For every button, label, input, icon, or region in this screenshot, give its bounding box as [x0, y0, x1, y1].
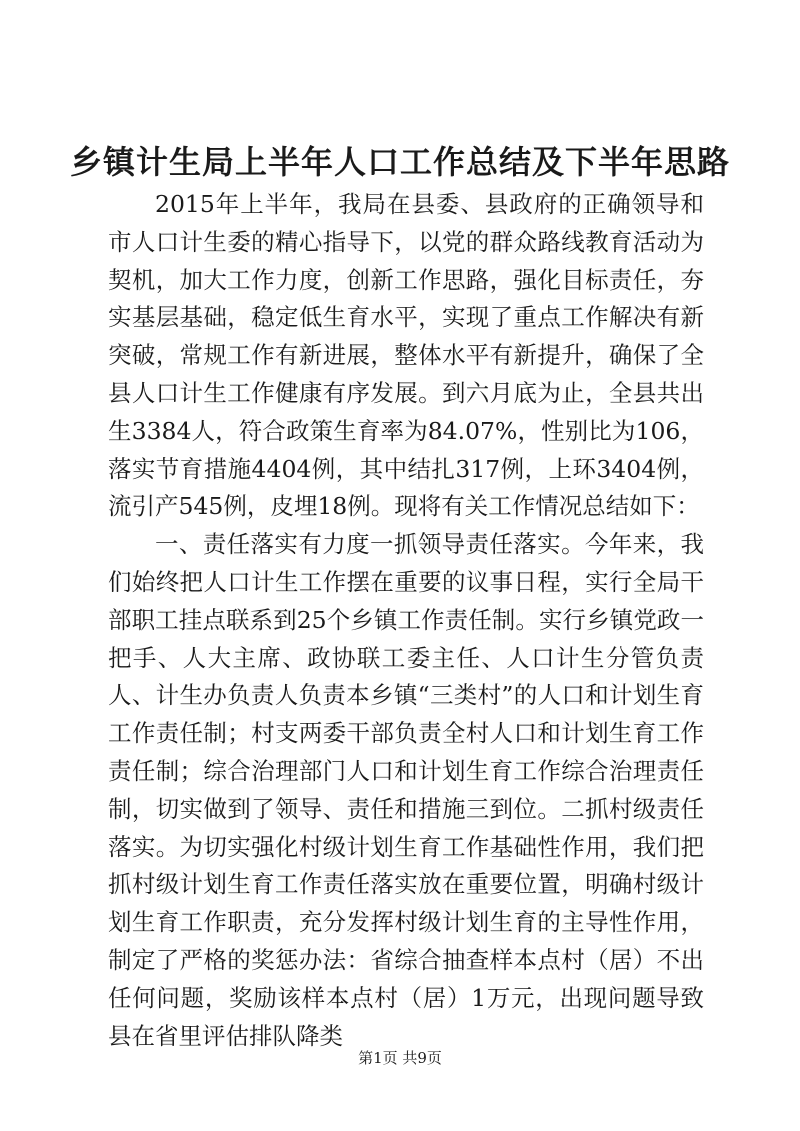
document-body	[108, 186, 704, 1055]
page-number-footer: 第1页 共9页	[358, 1049, 442, 1067]
document-title: 乡镇计生局上半年人口工作总结及下半年思路	[69, 143, 730, 181]
paragraph-intro: 2015年上半年，我局在县委、县政府的正确领导和市人口计生委的精心指导下，以党的群众路线教育活动为契机，加大工作力度，创新工作思路，强化目标责任，夯实基层基础，稳定低生育水平，实现了重点工作解决有新突破，常规工作有新进展，整体水平有新提升，确保了全县人口计生工作健康有序发展。到六月底为止，全县共出生3384人，符合政策生育率为84.07%，性别比为106，落实节育措施4404例，其中结扎317例，上环3404例，流引产545例，皮埋18例。现将有关工作情况总结如下：	[108, 190, 704, 521]
paragraph-responsibility: 一、责任落实有力度一抓领导责任落实。今年来，我们始终把人口计生工作摆在重要的议事日程，实行全局干部职工挂点联系到25个乡镇工作责任制。实行乡镇党政一把手、人大主席、政协联工委主任、人口计生分管负责人、计生办负责人负责本乡镇“三类村”的人口和计划生育工作责任制；村支两委干部负责全村人口和计划生育工作责任制；综合治理部门人口和计划生育工作综合治理责任制，切实做到了领导、责任和措施三到位。二抓村级责任落实。为切实强化村级计划生育工作基础性作用，我们把抓村级计划生育工作责任落实放在重要位置，明确村级计划生育工作职责，充分发挥村级计划生育的主导性作用，制定了严格的奖惩办法：省综合抽查样本点村（居）不出任何问题，奖励该样本点村（居）1万元，出现问题导致县在省里评估排队降类	[108, 530, 704, 1050]
